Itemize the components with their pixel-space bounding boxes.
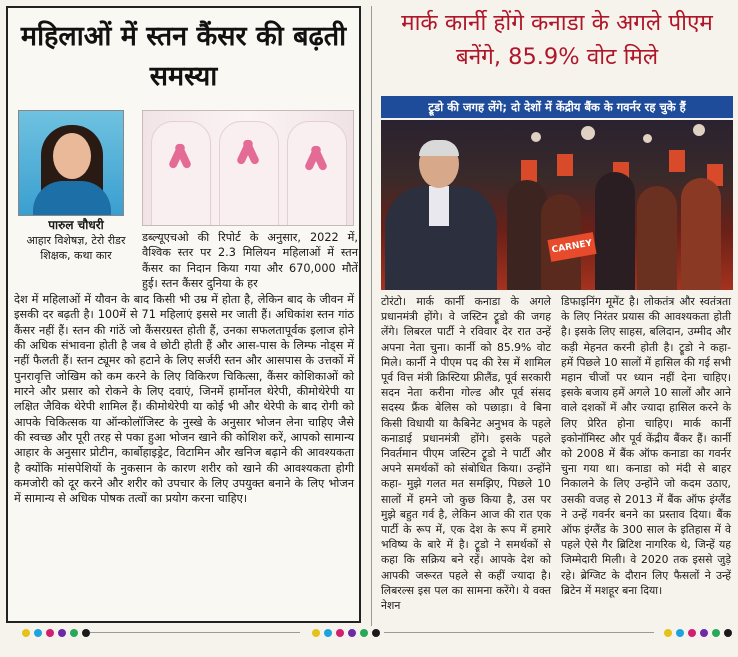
right-column-2: डिफाइनिंग मूमेंट है। लोकतंत्र और स्वतंत्रता के लिए निरंतर प्रयास की आवश्यकता होती है। इसके लिए साहस, बलिदान, उम्मीद और कड़ी मेहनत करनी होती है। ट्रूडो ने कहा- हमें पिछले 10 सालों में हासिल की गई सभी महान चीजों पर ध्यान नहीं देना चाहिए। इसके बजाय हमें अगले 10 सालों और आने वाले दशकों में और ज्यादा हासिल करने के लिए प्रेरित होना चाहिए। मार्क कार्नी इकोनॉमिस्ट और पूर्व केंद्रीय बैंकर हैं। कार्नी को 2008 में बैंक ऑफ कनाडा का गवर्नर चुना गया था। कनाडा को मंदी से बाहर निकालने के लिए उन्होंने जो कदम उठाए, उसकी वजह से 2013 में बैंक ऑफ इंग्लैंड ने उन्हें गवर्नर बनने का प्रस्ताव दिया। बैंक ऑफ इंग्लैंड के 300 साल के इतिहास में वे पहले ऐसे गैर ब्रिटिश नागरिक थे, जिन्हें यह जिम्मेदारी मिली। वे 2020 तक इससे जुड़े रहे। ब्रेग्जिट के दौरान लिए फैसलों ने उन्हें ब्रिटेन में मशहूर बना दिया। bbox=[561, 295, 731, 597]
author-role: आहार विशेषज्ञ, टेरो रीडर bbox=[26, 234, 126, 247]
color-dots-right bbox=[664, 628, 732, 638]
author-byline bbox=[14, 218, 138, 263]
decorative-dot bbox=[348, 629, 356, 637]
decorative-dot bbox=[372, 629, 380, 637]
right-headline-box bbox=[381, 6, 733, 94]
breast-cancer-article bbox=[6, 6, 361, 623]
decorative-dot bbox=[664, 629, 672, 637]
carney-photo bbox=[381, 120, 733, 290]
right-column-1: टोरंटो। मार्क कार्नी कनाडा के अगले प्रधानमंत्री होंगे। वे जस्टिन ट्रूडो की जगह लेंगे। लिबरल पार्टी ने रविवार देर रात उन्हें अपना नेता चुना। कार्नी को 85.9% वोट मिले। कार्नी ने पीएम पद की रेस में शामिल पूर्व वित्त मंत्री क्रिस्टिया फ्रीलैंड, पूर्व सरकारी सदन नेता करीना गोल्ड और पूर्व संसद सदस्य फ्रैंक बेलिस को पछाड़ा। वे बिना किसी विधायी या कैबिनेट अनुभव के पहले कनाडाई प्रधानमंत्री होंगे। इसके पहले निवर्तमान पीएम जस्टिन ट्रूडो ने पार्टी और अपने समर्थकों को संबोधित किया। उन्होंने कहा- मुझे गलत मत समझिए, पिछले 10 सालों में हमने जो कुछ किया है, उस पर मुझे बहुत गर्व है, लेकिन आज की रात एक पार्टी के रूप में, एक देश के रूप में हमारे भविष्य के बारे में है। ट्रूडो ने समर्थकों से कहा कि सक्रिय बने रहें। आपके देश को आपकी जरूरत पहले से कहीं ज्यादा है। लिबरल्स इस पल का सामना करेंगे। ये वक्त नेशन bbox=[381, 295, 551, 613]
decorative-dot bbox=[712, 629, 720, 637]
author-role-secondary: शिक्षक, कथा कार bbox=[40, 249, 112, 262]
decorative-dot bbox=[312, 629, 320, 637]
decorative-dot bbox=[34, 629, 42, 637]
left-headline-box bbox=[8, 8, 359, 106]
right-subheadline: ट्रूडो की जगह लेंगे; दो देशों में केंद्रीय बैंक के गवर्नर रह चुके हैं bbox=[381, 96, 733, 118]
decorative-dot bbox=[700, 629, 708, 637]
decorative-dot bbox=[58, 629, 66, 637]
decorative-dot bbox=[70, 629, 78, 637]
decorative-dot bbox=[724, 629, 732, 637]
color-dots-center bbox=[312, 628, 380, 638]
color-dots-left bbox=[22, 628, 90, 638]
left-headline: महिलाओं में स्तन कैंसर की बढ़ती समस्या bbox=[20, 21, 347, 92]
campaign-sign: CARNEY bbox=[547, 232, 596, 262]
pink-ribbon-icon bbox=[239, 139, 257, 165]
decorative-dot bbox=[46, 629, 54, 637]
carney-article bbox=[381, 6, 733, 623]
column-divider bbox=[371, 6, 372, 626]
pink-ribbon-photo bbox=[142, 110, 354, 226]
author-name: पारुल चौधरी bbox=[48, 218, 104, 232]
left-intro-paragraph: डब्ल्यूएचओ की रिपोर्ट के अनुसार, 2022 में, वैश्विक स्तर पर 2.3 मिलियन महिलाओं में स्तन कैंसर का निदान किया गया और 670,000 मौतें हुई। स्तन कैंसर दुनिया के हर bbox=[142, 231, 358, 290]
right-headline: मार्क कार्नी होंगे कनाडा के अगले पीएम बनेंगे, 85.9% वोट मिले bbox=[401, 10, 713, 70]
author-portrait bbox=[18, 110, 124, 216]
pink-ribbon-icon bbox=[307, 145, 325, 171]
decorative-dot bbox=[336, 629, 344, 637]
decorative-dot bbox=[360, 629, 368, 637]
decorative-dot bbox=[22, 629, 30, 637]
decorative-dot bbox=[676, 629, 684, 637]
pink-ribbon-icon bbox=[171, 143, 189, 169]
footer-rule-right bbox=[384, 632, 654, 633]
speaker-figure bbox=[385, 140, 497, 290]
footer-rule-left bbox=[90, 632, 300, 633]
decorative-dot bbox=[688, 629, 696, 637]
left-body-text: देश में महिलाओं में यौवन के बाद किसी भी उम्र में होता है, लेकिन बाद के जीवन में इसकी दर बढ़ती है। 100में से 71 महिलाएं इससे मर जाती हैं। अधिकांश स्तन गांठ कैंसर नहीं हैं। स्तन की गांठें जो कैंसरग्रस्त होती हैं, उनका सफलतापूर्वक इलाज होने की अधिक संभावना होती है जब वे छोटी होती हैं और आस-पास के लिम्फ नोड्स में नहीं फैलती हैं। स्तन ट्यूमर को हटाने के लिए सर्जरी स्तन और आसपास के उत्तकों में पुनरावृत्ति जोखिम को कम करने के लिए विकिरण चिकित्सा, कैंसर कोशिकाओं को मारने और प्रसार को रोकने के लिए दवाएं, जिनमें हार्मोनल थेरेपी, कीमोथेरेपी या लक्षित जैविक थेरेपी शामिल हैं। कीमोथेरेपी या कोई भी और थेरेपी के बाद रोगी को आपके चिकित्सक या ऑन्कोलॉजिस्ट के नुस्खे के अनुसार भोजन लेना चाहिए जैसे की स्वच्छ और पूरी तरह से पका हुआ भोजन खाने की कोशिश करें, आपको सामान्य आहार के अनुसार प्रोटीन, कार्बोहाइड्रेट, विटामिन और खनिज बढ़ाने की आवश्यकता है क्योंकि मांसपेशियों के नुकसान के कारण शरीर को खाने की आवश्यकता होगी कमजोरी को दूर करने और शरीर को उपचार के लिए उपयुक्त बनाने के लिए भोजन में सामान्य से अधिक पोषक तत्वों का प्रयोग करना चाहिए। bbox=[14, 293, 354, 506]
decorative-dot bbox=[324, 629, 332, 637]
decorative-dot bbox=[82, 629, 90, 637]
